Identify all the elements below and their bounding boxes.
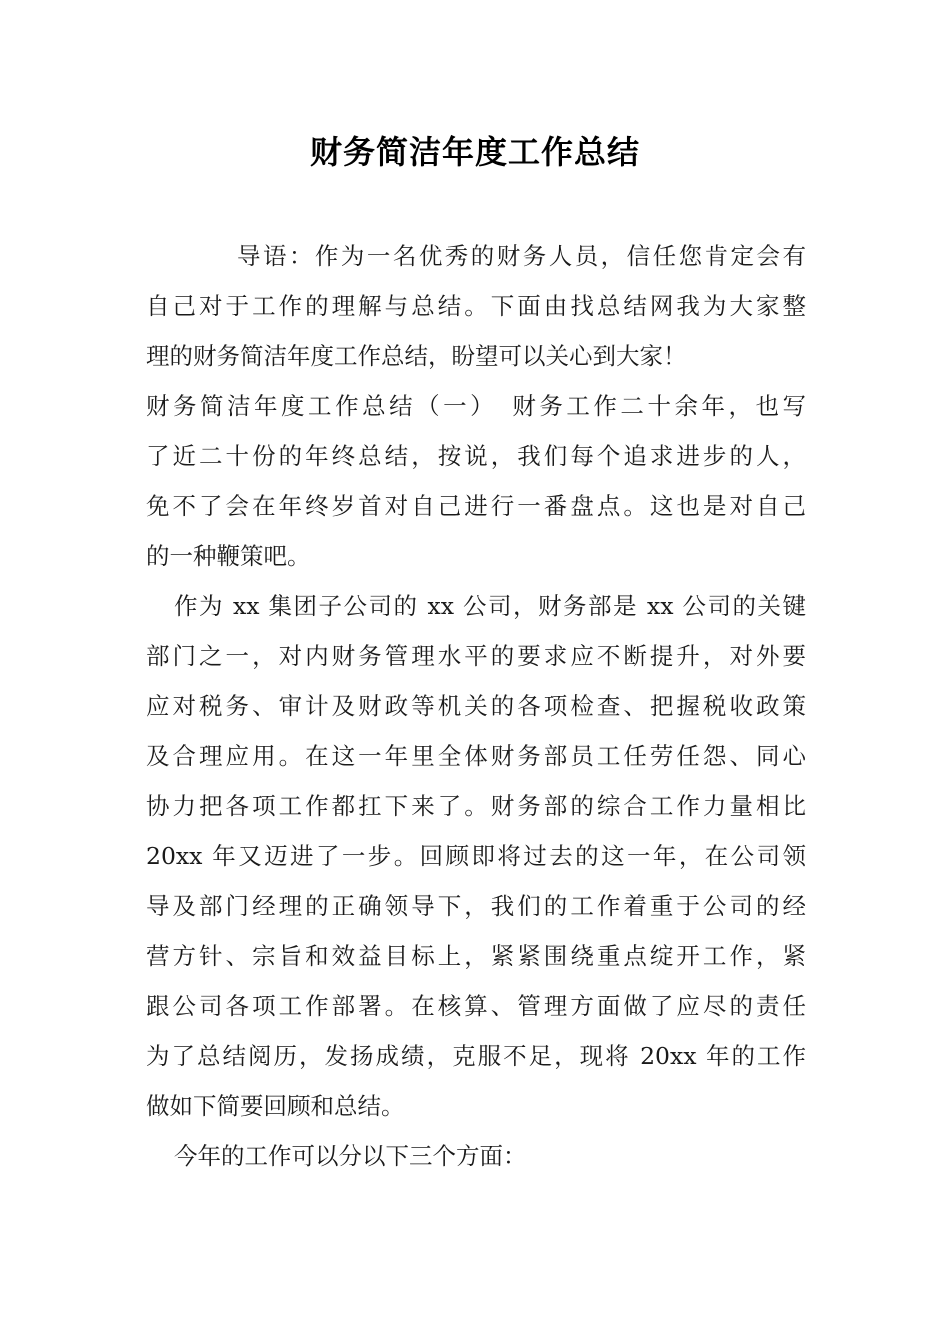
paragraph-line: 了近二十份的年终总结，按说，我们每个追求进步的人， bbox=[146, 442, 806, 470]
paragraph-line: 作为 xx 集团子公司的 xx 公司，财务部是 xx 公司的关键 bbox=[174, 592, 806, 620]
paragraph-line: 跟公司各项工作部署。在核算、管理方面做了应尽的责任 bbox=[146, 992, 806, 1020]
document-title: 财务简洁年度工作总结 bbox=[309, 133, 640, 171]
paragraph-line: 应对税务、审计及财政等机关的各项检查、把握税收政策 bbox=[146, 692, 806, 720]
paragraph-line: 理的财务简洁年度工作总结，盼望可以关心到大家！ bbox=[146, 342, 687, 370]
paragraph-line: 20xx 年又迈进了一步。回顾即将过去的这一年，在公司领 bbox=[146, 842, 806, 870]
paragraph-line: 做如下简要回顾和总结。 bbox=[146, 1092, 405, 1120]
paragraph-line: 营方针、宗旨和效益目标上，紧紧围绕重点绽开工作，紧 bbox=[146, 942, 806, 970]
paragraph-line: 为了总结阅历，发扬成绩，克服不足，现将 20xx 年的工作 bbox=[146, 1042, 806, 1070]
paragraph-line: 导及部门经理的正确领导下，我们的工作着重于公司的经 bbox=[146, 892, 806, 920]
paragraph-line: 财务简洁年度工作总结（一） 财务工作二十余年，也写 bbox=[146, 392, 806, 420]
paragraph-line: 自己对于工作的理解与总结。下面由找总结网我为大家整 bbox=[146, 292, 806, 320]
paragraph-line: 今年的工作可以分以下三个方面： bbox=[174, 1142, 527, 1170]
paragraph-line: 部门之一，对内财务管理水平的要求应不断提升，对外要 bbox=[146, 642, 806, 670]
paragraph-line: 及合理应用。在这一年里全体财务部员工任劳任怨、同心 bbox=[146, 742, 806, 770]
paragraph-line: 免不了会在年终岁首对自己进行一番盘点。这也是对自己 bbox=[146, 492, 806, 520]
paragraph-line: 的一种鞭策吧。 bbox=[146, 542, 311, 570]
paragraph-line: 协力把各项工作都扛下来了。财务部的综合工作力量相比 bbox=[146, 792, 806, 820]
paragraph-line: 导语：作为一名优秀的财务人员，信任您肯定会有 bbox=[237, 242, 806, 270]
